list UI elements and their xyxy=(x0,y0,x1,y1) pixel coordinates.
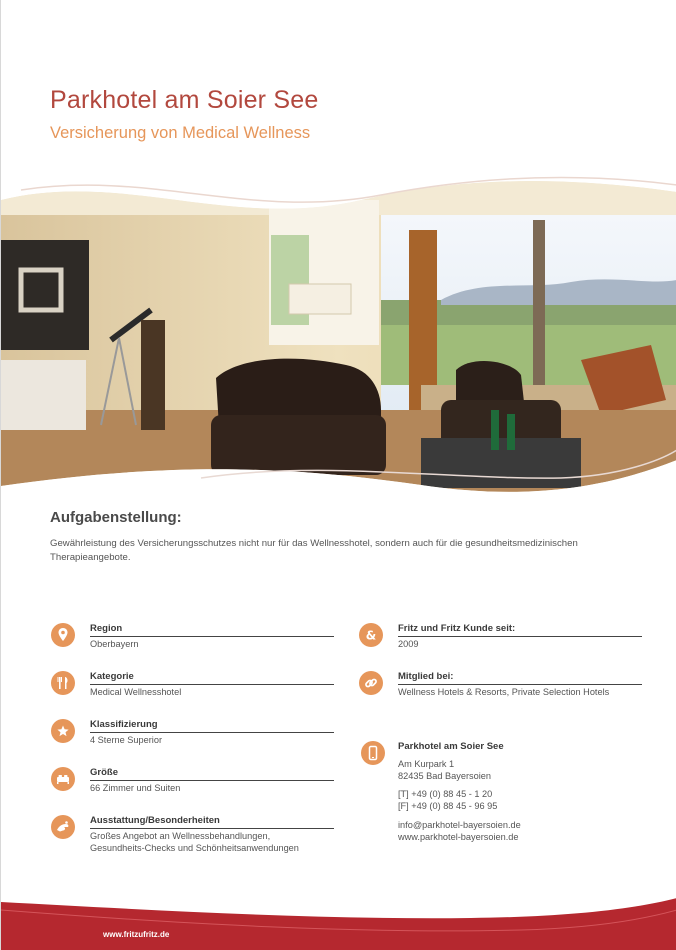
info-label: Fritz und Fritz Kunde seit: xyxy=(398,623,642,637)
info-value-line: Gesundheits-Checks und Schönheitsanwendungen xyxy=(90,843,299,854)
info-label: Größe xyxy=(90,767,334,781)
info-value: 4 Sterne Superior xyxy=(90,735,163,745)
info-value: 66 Zimmer und Suiten xyxy=(90,783,181,793)
info-value xyxy=(90,830,350,855)
contact-website[interactable]: www.parkhotel-bayersoien.de xyxy=(398,832,519,842)
info-label: Ausstattung/Besonderheiten xyxy=(90,815,334,829)
bed-icon xyxy=(51,767,75,791)
svg-text:&: & xyxy=(365,628,377,643)
contact-name: Parkhotel am Soier See xyxy=(398,741,504,752)
info-value: 2009 xyxy=(398,639,419,649)
info-value-line: Großes Angebot an Wellnessbehandlungen, xyxy=(90,831,271,841)
info-value: Wellness Hotels & Resorts, Private Selection Hotels xyxy=(398,687,610,697)
contact-phone: [T] +49 (0) 88 45 - 1 20 xyxy=(398,789,493,799)
contact-street: Am Kurpark 1 xyxy=(398,759,455,769)
page-title: Parkhotel am Soier See xyxy=(50,86,319,114)
footer-band xyxy=(1,880,676,950)
info-value: Oberbayern xyxy=(90,639,139,649)
contact-email[interactable]: info@parkhotel-bayersoien.de xyxy=(398,820,521,830)
info-label: Kategorie xyxy=(90,671,334,685)
star-icon xyxy=(51,719,75,743)
phone-icon xyxy=(361,741,385,765)
footer-website-link[interactable]: www.fritzufritz.de xyxy=(103,930,170,939)
cutlery-icon xyxy=(51,671,75,695)
ampersand-icon xyxy=(359,623,383,647)
info-label: Region xyxy=(90,623,334,637)
contact-fax: [F] +49 (0) 88 45 - 96 95 xyxy=(398,801,498,811)
hotel-photo xyxy=(1,160,676,500)
info-label: Klassifizierung xyxy=(90,719,334,733)
contact-city: 82435 Bad Bayersoien xyxy=(398,771,491,781)
task-heading: Aufgabenstellung: xyxy=(50,509,182,526)
location-pin-icon xyxy=(51,623,75,647)
task-text: Gewährleistung des Versicherungsschutzes nicht nur für das Wellnesshotel, sondern auch für die gesundheitsmedizinischen Therapieangebote. xyxy=(50,538,578,563)
page-subtitle: Versicherung von Medical Wellness xyxy=(50,124,311,142)
hand-icon xyxy=(51,815,75,839)
link-icon xyxy=(359,671,383,695)
info-value: Medical Wellnesshotel xyxy=(90,687,182,697)
info-label: Mitglied bei: xyxy=(398,671,642,685)
